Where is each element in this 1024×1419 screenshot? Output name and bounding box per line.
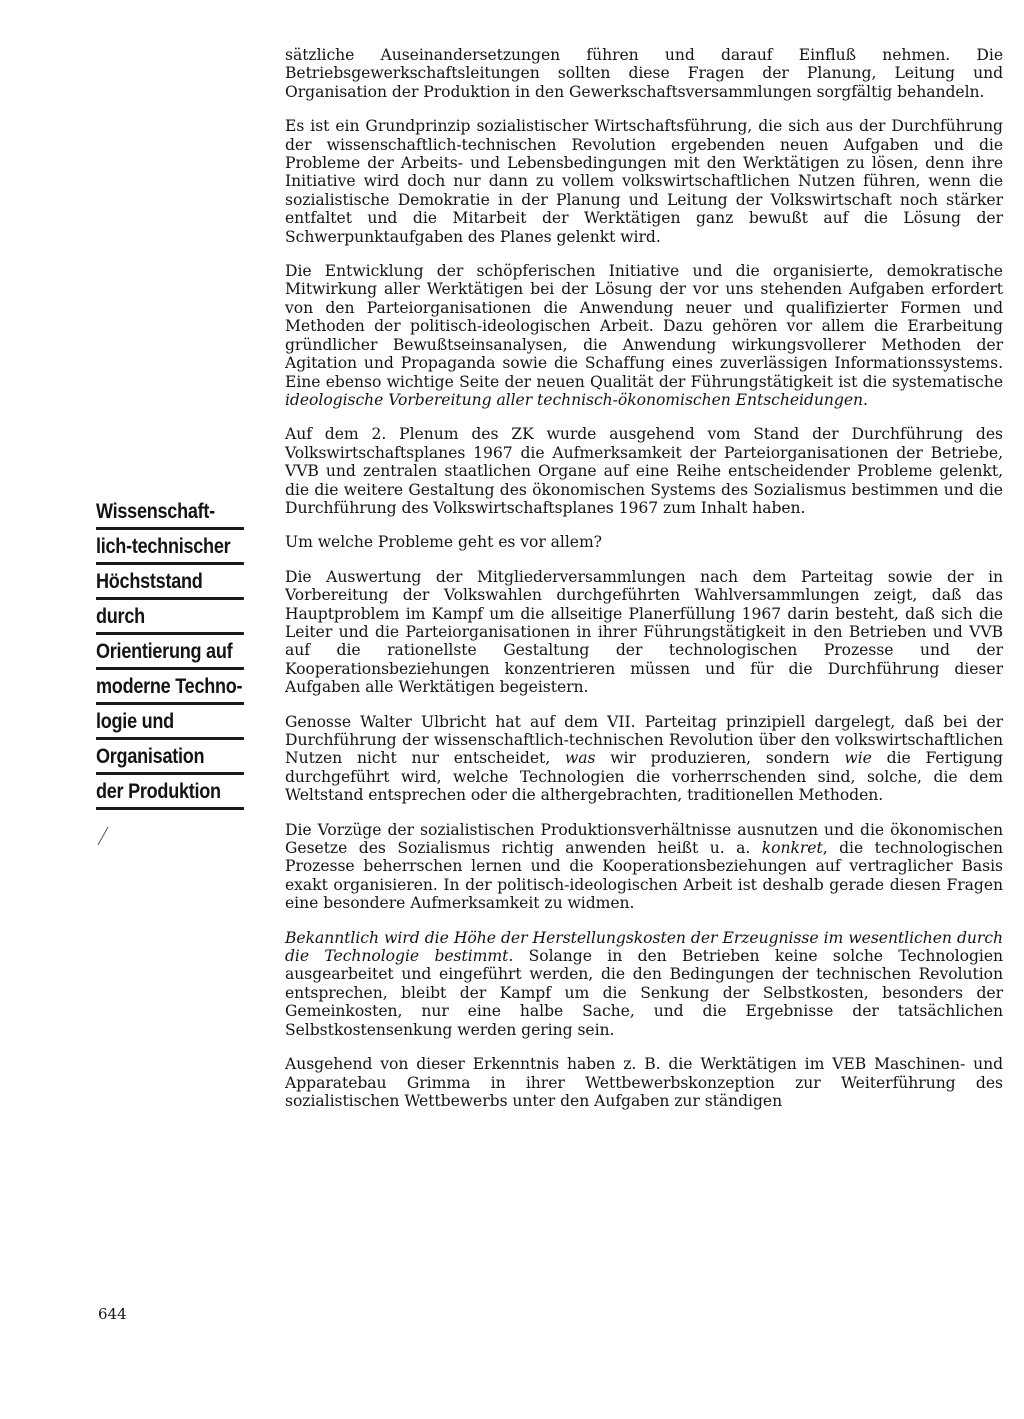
main-text-column <box>285 46 1003 1126</box>
paragraph-3-text: Die Entwicklung der schöpferischen Initiative und die organisierte, demokratische Mitwirkung aller Werktätigen bei der Lösung der vor uns stehenden Aufgaben erfordert von den Parteiorganisationen die Anwendung neuer und qualifizierter Formen und Methoden der politisch-ideologischen Arbeit. Dazu gehören vor allem die Erarbeitung gründlicher Bewußtseinsanalysen, die Anwendung wirkungsvollerer Methoden der Agitation und Propaganda sowie die Schaffung eines zuverlässigen Informationssystems. Eine ebenso wichtige Seite der neuen Qualität der Führungstätigkeit ist die systematische <box>285 262 1003 391</box>
paragraph-10-text: Ausgehend von dieser Erkenntnis haben z. B. die Werktätigen im VEB Maschinen- und Apparatebau Grimma in ihrer Wettbewerbskonzeption zur Weiterführung des sozialistischen Wettbewerbs unter den Aufgaben zur ständigen <box>285 1055 1003 1110</box>
paragraph-10 <box>285 1055 1003 1110</box>
paragraph-5-text: Um welche Probleme geht es vor allem? <box>285 533 602 552</box>
paragraph-8-italic: konkret <box>761 839 823 858</box>
paragraph-1-text: sätzliche Auseinandersetzungen führen und darauf Einfluß nehmen. Die Betriebsgewerkschaftsleitungen sollten diese Fragen der Planung, Leitung und Organisation der Produktion in den Gewerkschaftsversammlungen sorgfältig behandeln. <box>285 46 1003 101</box>
page-number: 644 <box>98 1305 127 1323</box>
paragraph-7-italic: was <box>564 749 596 768</box>
paragraph-6 <box>285 568 1003 697</box>
paragraph-6-text: Die Auswertung der Mitgliederversammlungen nach dem Parteitag sowie der in Vorbereitung der Volkswahlen durchgeführten Wahlversammlungen zeigt, daß das Hauptproblem im Kampf um die allseitige Planerfüllung 1967 darin besteht, daß sich die Leiter und die Parteiorganisationen in ihrer Führungstätigkeit in den Betrieben und VVB auf die rationellste Gestaltung der technologischen Prozesse und der Kooperationsbeziehungen konzentrieren müssen und für die Durchführung dieser Aufgaben alle Werktätigen begeistern. <box>285 567 1003 697</box>
paragraph-7-after-2: die Fertigung durchgeführt wird, welche Technologien die vorherrschenden sind, solche, die dem Weltstand entsprechen oder die althergebrachten, traditionellen Methoden. <box>285 749 1003 805</box>
margin-heading-line-9: der Produktion <box>96 778 244 810</box>
paragraph-4 <box>285 425 1003 517</box>
paragraph-8-text: Die Vorzüge der sozialistischen Produktionsverhältnisse ausnutzen und die ökonomischen Gesetze des Sozialismus richtig anwenden heißt u. a. <box>285 820 1003 858</box>
paragraph-9 <box>285 929 1003 1039</box>
paragraph-8-after: , die technologischen Prozesse beherrschen lernen und die Kooperationsbeziehungen auf vertraglicher Basis exakt organisieren. In der politisch-ideologischen Arbeit ist deshalb gerade diesen Fragen eine besondere Aufmerksamkeit zu widmen. <box>285 839 1003 913</box>
paragraph-7 <box>285 713 1003 805</box>
margin-heading-line-1: Wissenschaft- <box>96 498 244 530</box>
margin-heading-line-4: durch <box>96 603 244 635</box>
margin-heading-line-8: Organisation <box>96 743 244 775</box>
margin-heading-line-5: Orientierung auf <box>96 638 244 670</box>
paragraph-7-after: wir produzieren, sondern <box>595 749 845 768</box>
paragraph-7-text: Genosse Walter Ulbricht hat auf dem VII. Parteitag prinzipiell dargelegt, daß bei der Durchführung der wissenschaftlich-technischen Revolution über den volkswirtschaftlichen Nutzen nicht nur entscheidet, <box>285 712 1003 768</box>
paragraph-7-italic-2: wie <box>844 749 872 768</box>
paragraph-5 <box>285 533 1003 551</box>
margin-heading-line-6: moderne Techno- <box>96 673 244 705</box>
margin-heading-line-2: lich-technischer <box>96 533 244 565</box>
paragraph-3 <box>285 262 1003 409</box>
paragraph-4-text: Auf dem 2. Plenum des ZK wurde ausgehend vom Stand der Durchführung des Volkswirtschaftsplanes 1967 die Aufmerksamkeit der Parteiorganisationen der Betriebe, VVB und zentralen staatlichen Organe auf eine Reihe entscheidender Probleme gelenkt, die die weitere Gestaltung des ökonomischen Systems des Sozialismus bestimmen und die Durchführung des Volkswirtschaftsplanes 1967 zum Inhalt haben. <box>285 425 1003 517</box>
paragraph-2-text: Es ist ein Grundprinzip sozialistischer Wirtschaftsführung, die sich aus der Durchführung der wissenschaftlich-technischen Revolution ergebenden neuen Aufgaben und die Probleme der Arbeits- und Lebensbedingungen mit den Werktätigen zu lösen, denn ihre Initiative wird doch nur dann zu vollem volkswirtschaftlichen Nutzen führen, wenn die sozialistische Demokratie in der Planung und Leitung der Volkswirtschaft noch stärker entfaltet und die Mitarbeit der Werktätigen ganz bewußt auf die Lösung der Schwerpunktaufgaben des Planes gelenkt wird. <box>285 117 1003 246</box>
paragraph-9-italic: Bekanntlich wird die Höhe der Herstellungskosten der Erzeugnisse im wesentlichen durch die Technologie bestimmt. <box>285 928 1003 966</box>
paragraph-9-after: Solange in den Betrieben keine solche Technologien ausgearbeitet und eingeführt werden, die den Bedingungen der technischen Revolution entsprechen, bleibt der Kampf um die Senkung der Selbstkosten, besonders der Gemeinkosten, nur eine halbe Sache, und die Ergebnisse der tatsächlichen Selbstkostensenkung werden gering sein. <box>285 947 1004 1039</box>
paragraph-8 <box>285 821 1003 913</box>
margin-heading-line-3: Höchststand <box>96 568 244 600</box>
paragraph-3-italic: ideologische Vorbereitung aller technisch-ökonomischen Entscheidungen. <box>285 390 868 409</box>
margin-heading-line-7: logie und <box>96 708 244 740</box>
pencil-tick-mark <box>96 825 110 847</box>
paragraph-1 <box>285 46 1003 101</box>
paragraph-2 <box>285 117 1003 246</box>
margin-heading <box>96 498 244 813</box>
